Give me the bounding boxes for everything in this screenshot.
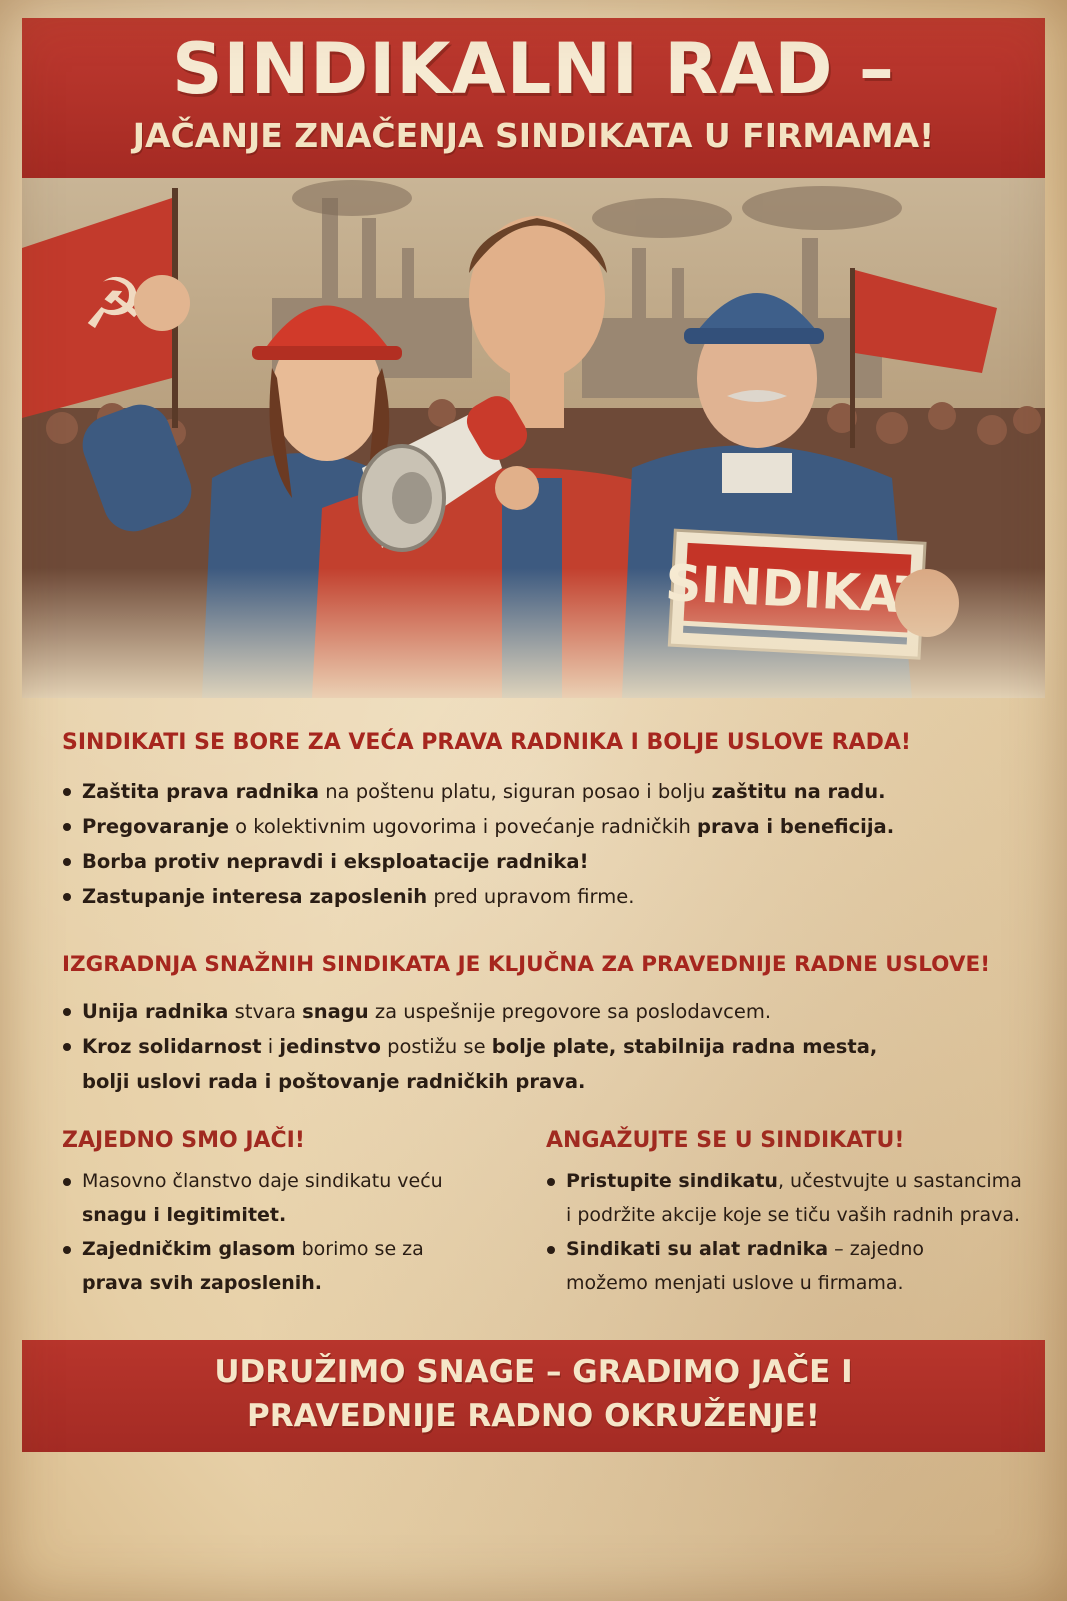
bullet-emphasis: Zajedničkim glasom bbox=[82, 1238, 296, 1260]
bullet-item: Sindikati su alat radnika – zajedno možemo menjati uslove u firmama. bbox=[546, 1232, 1022, 1300]
bullet-item: Pristupite sindikatu, učestvujte u sastancima i podržite akcije koje se tiču vaših radnih prava. bbox=[546, 1164, 1022, 1232]
section-heading-4: ANGAŽUJTE SE U SINDIKATU! bbox=[546, 1128, 905, 1153]
bullet-emphasis: jedinstvo bbox=[279, 1035, 381, 1058]
bullet-emphasis: Pristupite sindikatu bbox=[566, 1170, 778, 1192]
bullet-emphasis: bolje plate, stabilnija radna mesta, bbox=[491, 1035, 878, 1058]
section-heading-2: IZGRADNJA SNAŽNIH SINDIKATA JE KLJUČNA ZA PRAVEDNIJE RADNE USLOVE! bbox=[62, 952, 990, 977]
workers-illustration bbox=[22, 178, 1045, 698]
bullet-list-4 bbox=[546, 1164, 1022, 1300]
bullet-emphasis: Pregovaranje bbox=[82, 815, 229, 838]
bullet-emphasis: bolji uslovi rada i poštovanje radničkih prava. bbox=[82, 1070, 586, 1093]
bullet-item: Zajedničkim glasom borimo se za prava svih zaposlenih. bbox=[62, 1232, 443, 1300]
bullet-emphasis: Unija radnika bbox=[82, 1000, 229, 1023]
section-heading-1: SINDIKATI SE BORE ZA VEĆA PRAVA RADNIKA I BOLJE USLOVE RADA! bbox=[62, 730, 911, 755]
bullet-item: Unija radnika stvara snagu za uspešnije pregovore sa poslodavcem. bbox=[62, 994, 877, 1029]
bullet-emphasis: zaštitu na radu. bbox=[711, 780, 886, 803]
bullet-emphasis: Zastupanje interesa zaposlenih bbox=[82, 885, 428, 908]
bullet-item: Kroz solidarnost i jedinstvo postižu se bolje plate, stabilnija radna mesta, bolji uslovi rada i poštovanje radničkih prava. bbox=[62, 1029, 877, 1099]
bullet-item bbox=[62, 844, 894, 879]
bullet-emphasis: Zaštita prava radnika bbox=[82, 780, 319, 803]
bottom-fade bbox=[22, 178, 1045, 698]
poster-subtitle: JAČANJE ZNAČENJA SINDIKATA U FIRMAMA! bbox=[132, 116, 935, 155]
poster-title: SINDIKALNI RAD – bbox=[172, 28, 895, 110]
bullet-list-3 bbox=[62, 1164, 443, 1300]
bullet-emphasis: Borba protiv nepravdi i eksploatacije radnika! bbox=[82, 850, 589, 873]
bullet-emphasis: Kroz solidarnost bbox=[82, 1035, 262, 1058]
bullet-emphasis: Sindikati su alat radnika bbox=[566, 1238, 829, 1260]
bullet-emphasis: prava i beneficija. bbox=[697, 815, 895, 838]
bullet-emphasis: snagu i legitimitet. bbox=[82, 1204, 287, 1226]
bullet-item: Masovno članstvo daje sindikatu veću snagu i legitimitet. bbox=[62, 1164, 443, 1232]
footer-banner bbox=[22, 1340, 1045, 1452]
footer-line-1: UDRUŽIMO SNAGE – GRADIMO JAČE I bbox=[214, 1354, 853, 1390]
bullet-emphasis: prava svih zaposlenih. bbox=[82, 1272, 322, 1294]
bullet-item: Pregovaranje o kolektivnim ugovorima i povećanje radničkih prava i beneficija. bbox=[62, 809, 894, 844]
bullet-item: Zaštita prava radnika na poštenu platu, siguran posao i bolju zaštitu na radu. bbox=[62, 774, 894, 809]
bullet-emphasis: snagu bbox=[302, 1000, 369, 1023]
header-banner bbox=[22, 18, 1045, 178]
illustration-svg bbox=[22, 178, 1045, 698]
footer-line-2: PRAVEDNIJE RADNO OKRUŽENJE! bbox=[247, 1398, 820, 1434]
bullet-item: Zastupanje interesa zaposlenih pred upravom firme. bbox=[62, 879, 894, 914]
bullet-list-2 bbox=[62, 994, 877, 1099]
bullet-list-1 bbox=[62, 774, 894, 914]
section-heading-3: ZAJEDNO SMO JAČI! bbox=[62, 1128, 305, 1153]
